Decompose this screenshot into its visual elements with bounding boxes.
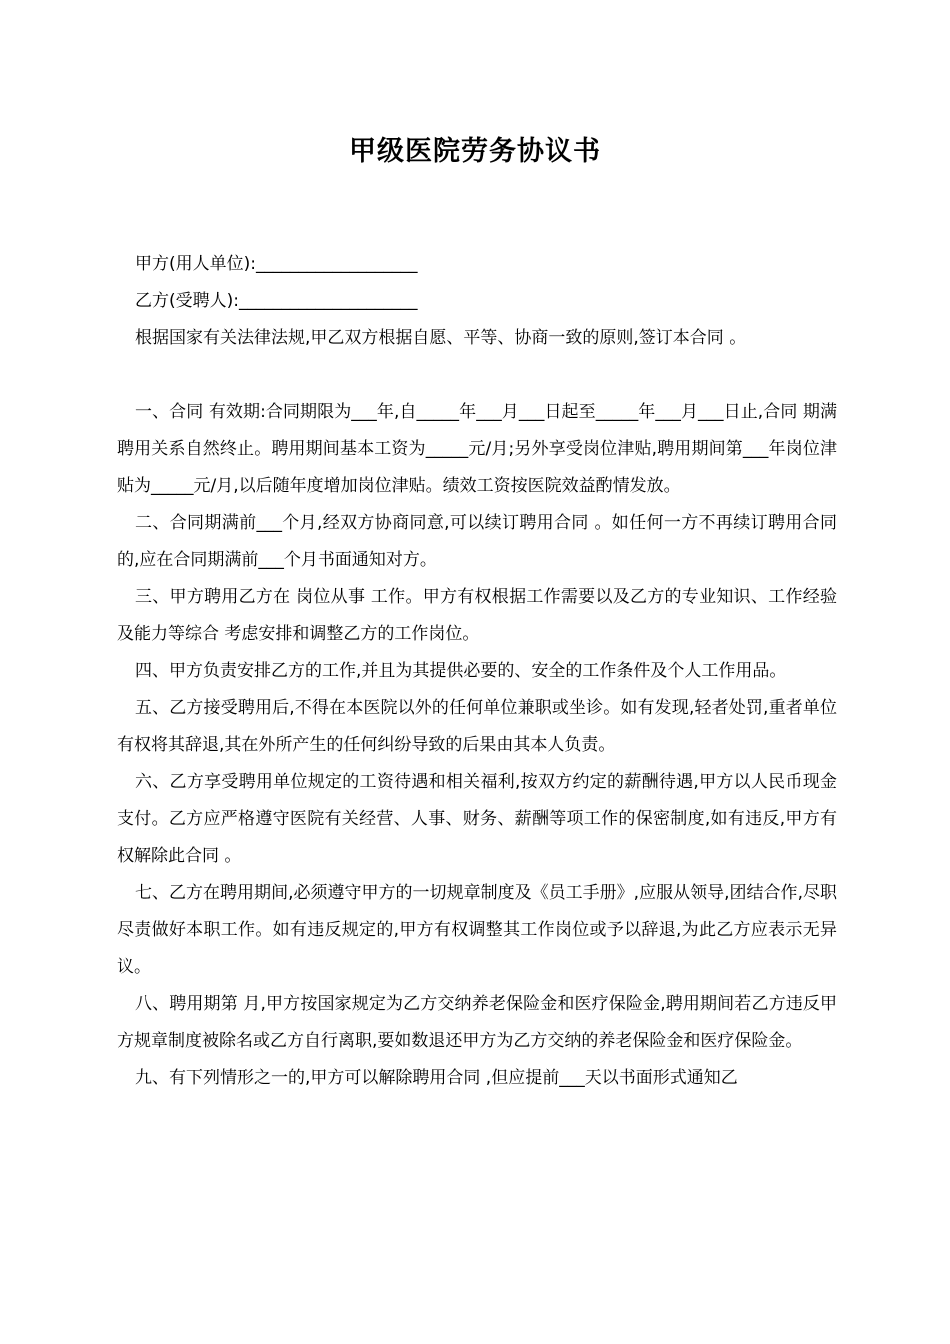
clause-4: 四、甲方负责安排乙方的工作,并且为其提供必要的、安全的工作条件及个人工作用品。: [135, 661, 787, 681]
clause-1: 一、合同 有效期:合同期限为___年,自_____年___月___日起至_____年___月___日止,合同 期满聘用关系自然终止。聘用期间基本工资为_____元/月;另外享受岗位津贴,聘用期间第___年岗位津贴为_____元/月,以后随年度增加岗位津贴。绩效工资按医院效益酌情发放。: [117, 402, 837, 496]
document-title: 甲级医院劳务协议书: [349, 136, 601, 167]
clause-8: 八、聘用期第 月,甲方按国家规定为乙方交纳养老保险金和医疗保险金,聘用期间若乙方违反甲方规章制度被除名或乙方自行离职,要如数退还甲方为乙方交纳的养老保险金和医疗保险金。: [117, 994, 837, 1051]
party-b-line: 乙方(受聘人):_____________________: [135, 291, 418, 311]
document-body: [117, 246, 837, 1097]
spacer: [117, 357, 837, 394]
clause-6: 六、乙方享受聘用单位规定的工资待遇和相关福利,按双方约定的薪酬待遇,甲方以人民币现金支付。乙方应严格遵守医院有关经营、人事、财务、薪酬等项工作的保密制度,如有违反,甲方有权解除此合同 。: [117, 772, 837, 866]
clause-9: 九、有下列情形之一的,甲方可以解除聘用合同 ,但应提前___天以书面形式通知乙: [135, 1068, 738, 1088]
clause-7: 七、乙方在聘用期间,必须遵守甲方的一切规章制度及《员工手册》,应服从领导,团结合作,尽职尽责做好本职工作。如有违反规定的,甲方有权调整其工作岗位或予以辞退,为此乙方应表示无异议。: [117, 883, 837, 977]
preamble: 根据国家有关法律法规,甲乙双方根据自愿、平等、协商一致的原则,签订本合同 。: [135, 328, 747, 348]
clause-2: 二、合同期满前___个月,经双方协商同意,可以续订聘用合同 。如任何一方不再续订聘用合同的,应在合同期满前___个月书面通知对方。: [117, 513, 837, 570]
party-a-line: 甲方(用人单位):___________________: [135, 254, 418, 274]
clause-3: 三、甲方聘用乙方在 岗位从事 工作。甲方有权根据工作需要以及乙方的专业知识、工作经验及能力等综合 考虑安排和调整乙方的工作岗位。: [117, 587, 837, 644]
clause-5: 五、乙方接受聘用后,不得在本医院以外的任何单位兼职或坐诊。如有发现,轻者处罚,重者单位有权将其辞退,其在外所产生的任何纠纷导致的后果由其本人负责。: [117, 698, 837, 755]
